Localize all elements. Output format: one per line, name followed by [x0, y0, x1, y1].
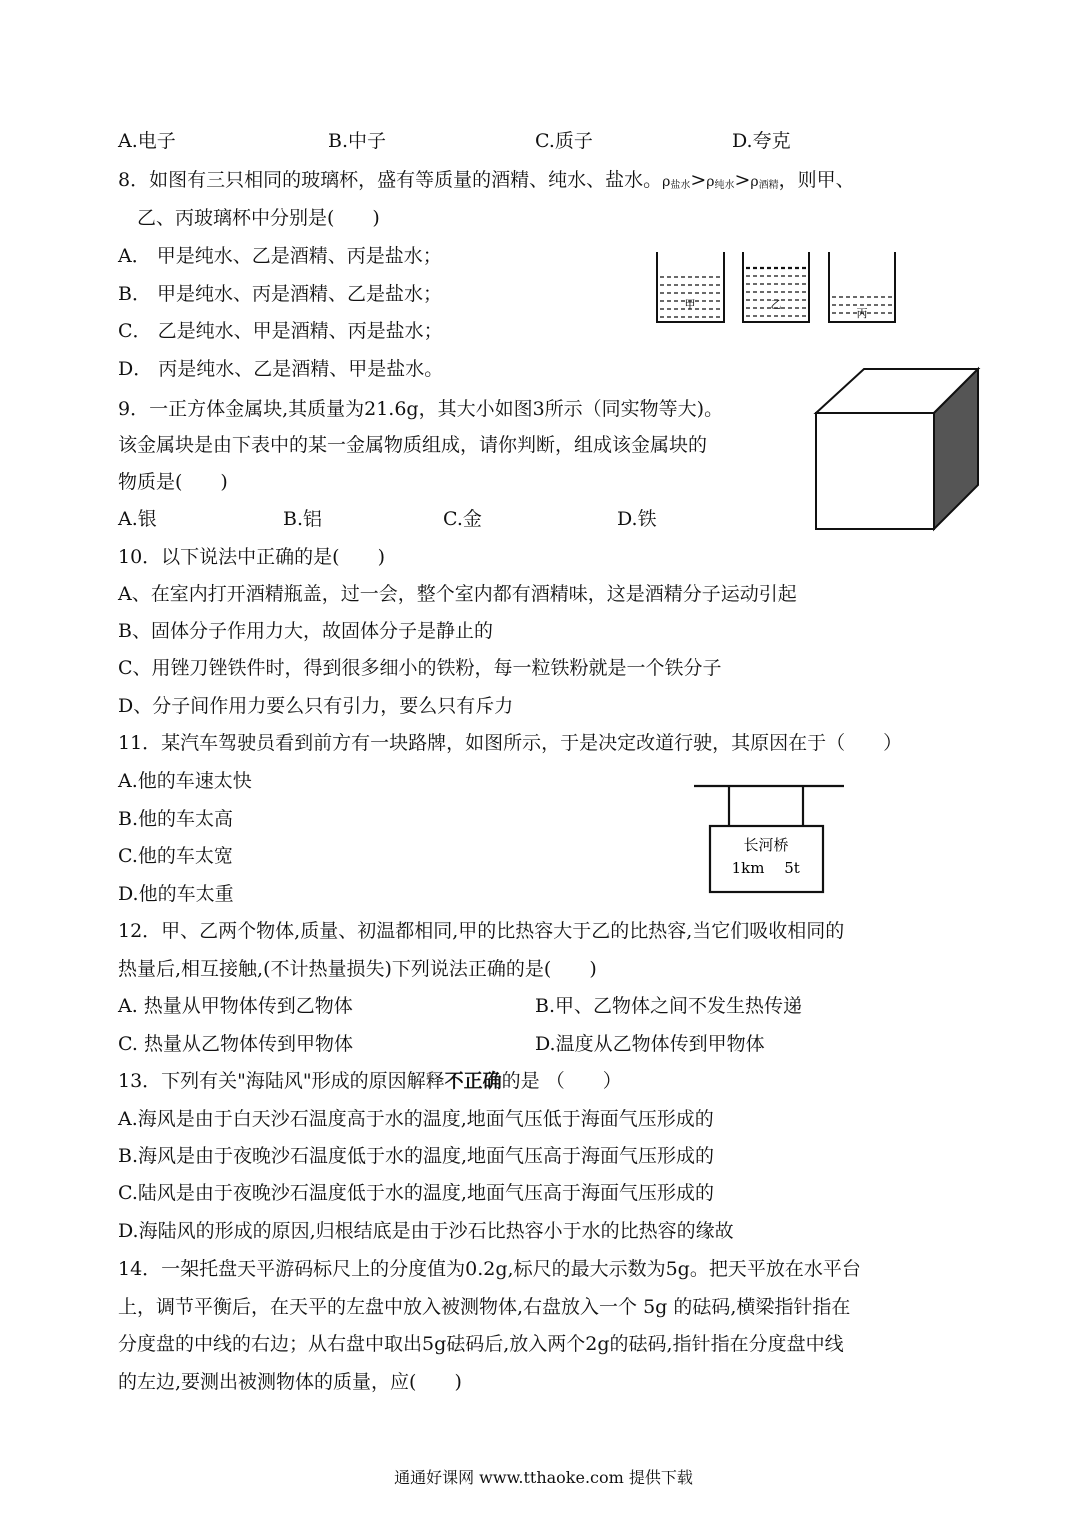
cup-label-jia: 甲 — [684, 298, 696, 311]
q11-stem: 11．某汽车驾驶员看到前方有一块路牌，如图所示，于是决定改道行驶，其原因在于（ ） — [118, 732, 903, 754]
q10-option-b: B、固体分子作用力大，故固体分子是静止的 — [118, 620, 493, 642]
gt-symbol: > — [734, 169, 751, 191]
q8-option-d: D． 丙是纯水、乙是酒精、甲是盐水。 — [118, 358, 444, 380]
q9-option-c: C.金 — [443, 508, 482, 530]
sign-distance: 1km — [731, 859, 765, 877]
q12-stem-line2: 热量后,相互接触,(不计热量损失)下列说法正确的是( ) — [118, 958, 597, 980]
road-sign-figure — [690, 780, 850, 896]
q9-option-d: D.铁 — [617, 508, 657, 530]
q12-option-d: D.温度从乙物体传到甲物体 — [535, 1033, 765, 1055]
q13-option-c: C.陆风是由于夜晚沙石温度低于水的温度,地面气压高于海面气压形成的 — [118, 1182, 714, 1204]
q12-option-a: A. 热量从甲物体传到乙物体 — [118, 995, 353, 1017]
q9-stem-line3: 物质是( ) — [118, 471, 228, 493]
q12-stem-line1: 12．甲、乙两个物体,质量、初温都相同,甲的比热容大于乙的比热容,当它们吸收相同的 — [118, 920, 845, 942]
rho-symbol: ρ — [706, 174, 715, 190]
q13-stem-a: 13．下列有关"海陆风"形成的原因解释 — [118, 1070, 445, 1092]
q9-stem-line1: 9．一正方体金属块,其质量为21.6g，其大小如图3所示（同实物等大)。 — [118, 398, 724, 420]
q8-option-b: B． 甲是纯水、丙是酒精、乙是盐水； — [118, 283, 443, 305]
q7-option-d: D.夸克 — [732, 130, 791, 152]
q7-option-a: A.电子 — [118, 130, 176, 152]
q11-option-b: B.他的车太高 — [118, 808, 234, 830]
q13-stem-emphasis: 不正确 — [444, 1070, 502, 1092]
q12-option-c: C. 热量从乙物体传到甲物体 — [118, 1033, 353, 1055]
subscript-pure: 纯水 — [714, 180, 735, 191]
gt-symbol: > — [690, 169, 707, 191]
q11-option-c: C.他的车太宽 — [118, 845, 233, 867]
q9-option-b: B.铝 — [283, 508, 323, 530]
q14-stem-line4: 的左边,要测出被测物体的质量，应( ) — [118, 1371, 462, 1393]
q8-stem-a: 8．如图有三只相同的玻璃杯，盛有等质量的酒精、纯水、盐水。 — [118, 169, 663, 191]
q10-option-d: D、分子间作用力要么只有引力，要么只有斥力 — [118, 695, 514, 717]
q13-option-d: D.海陆风的形成的原因,归根结底是由于沙石比热容小于水的比热容的缘故 — [118, 1220, 734, 1242]
q10-stem: 10．以下说法中正确的是( ) — [118, 546, 386, 568]
rho-symbol: ρ — [662, 174, 671, 190]
q12-option-b: B.甲、乙物体之间不发生热传递 — [535, 995, 803, 1017]
q8-option-a: A． 甲是纯水、乙是酒精、丙是盐水； — [118, 245, 442, 267]
three-cups-figure — [650, 248, 900, 328]
q11-option-a: A.他的车速太快 — [118, 770, 252, 792]
rho-symbol: ρ — [750, 174, 759, 190]
subscript-alcohol: 酒精 — [758, 180, 779, 191]
page-footer: 通通好课网 www.tthaoke.com 提供下载 — [394, 1468, 693, 1487]
q8-stem-b: ，则甲、 — [778, 169, 855, 191]
sign-title: 长河桥 — [743, 836, 789, 854]
q8-option-c: C． 乙是纯水、甲是酒精、丙是盐水； — [118, 320, 443, 342]
subscript-salt: 盐水 — [670, 180, 691, 191]
q9-option-a: A.银 — [118, 508, 157, 530]
q13-option-a: A.海风是由于白天沙石温度高于水的温度,地面气压低于海面气压形成的 — [118, 1108, 714, 1130]
q7-option-c: C.质子 — [535, 130, 593, 152]
q13-stem-b: 的是 （ ） — [501, 1070, 622, 1092]
q10-option-c: C、用锉刀锉铁件时，得到很多细小的铁粉，每一粒铁粉就是一个铁分子 — [118, 657, 722, 679]
q8-stem-line1 — [118, 167, 855, 199]
q8-stem-line2: 乙、丙玻璃杯中分别是( ) — [137, 207, 380, 229]
q14-stem-line2: 上，调节平衡后，在天平的左盘中放入被测物体,右盘放入一个 5g 的砝码,横梁指针指在 — [118, 1296, 851, 1318]
sign-weight: 5t — [784, 859, 800, 877]
cup-label-yi: 乙 — [770, 298, 782, 311]
q9-stem-line2: 该金属块是由下表中的某一金属物质组成，请你判断，组成该金属块的 — [118, 434, 708, 456]
q14-stem-line3: 分度盘的中线的右边；从右盘中取出5g砝码后,放入两个2g的砝码,指针指在分度盘中线 — [118, 1333, 844, 1355]
q13-option-b: B.海风是由于夜晚沙石温度低于水的温度,地面气压高于海面气压形成的 — [118, 1145, 715, 1167]
q10-option-a: A、在室内打开酒精瓶盖，过一会，整个室内都有酒精味，这是酒精分子运动引起 — [118, 583, 797, 605]
q7-option-b: B.中子 — [328, 130, 387, 152]
q13-stem — [118, 1068, 622, 1094]
metal-cube-figure — [812, 365, 984, 533]
cup-label-bing: 丙 — [856, 307, 868, 320]
q14-stem-line1: 14．一架托盘天平游码标尺上的分度值为0.2g,标尺的最大示数为5g。把天平放在水平台 — [118, 1258, 861, 1280]
q11-option-d: D.他的车太重 — [118, 883, 234, 905]
